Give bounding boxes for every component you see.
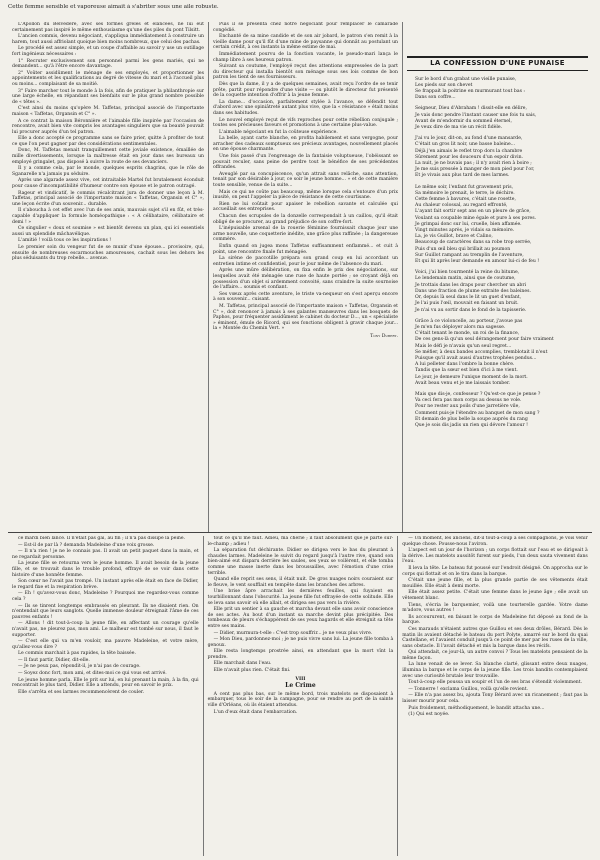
paragraph: ce mardi bien lancé. Il n'était pas gai, au fin ; il n'a pas dissipé la peine. bbox=[18, 536, 186, 541]
poem-line: Puisque qu'il avait aussi d'autres trophées pendus... bbox=[415, 355, 537, 361]
paragraph: — Mon Dieu, pardonnez-moi ; je ne puis vivre sans lui. La jeune fille tomba à genoux. bbox=[207, 637, 394, 648]
poem-line: Sur le bord d'un grabat une vieille punaise, bbox=[415, 76, 517, 82]
paragraph: Le premier soin du vengeur fut de se munir d'une épouse... provisoire, qui, ensuite de nombreuses escarmouches amoureuses, cachait sous les dehors les plus séduisants du trop rebelle... avenue. bbox=[12, 244, 204, 262]
paragraph: tout ce qu'il me faut. Adieu, ma chérie ; il faut absolument que je parte sur-le-champ ; adieu ! bbox=[207, 536, 394, 547]
paragraph: A cent pas plus bas, sur le même bord, trois matelots se disposaient à embarquer, tous le soir de la campagne, pour se rendre au port de la sainte ville d'Orléans, où ils étaient attendus. bbox=[207, 691, 394, 709]
paragraph: Puis froidement, méthodiquement, le bandit attacha une... bbox=[408, 705, 545, 711]
paragraph: Enchanté de sa mine candide et de son air jobard, le patron s'en remit à la vieille dame pour qu'il fût d'une mine de paysanne qui donnât au postulant un certain crédit, à ces instants la même estime de mai. bbox=[213, 34, 398, 51]
author-signature: Tony Dubert. bbox=[370, 333, 398, 339]
paragraph: Donc, M. Taffetas menait tranquillement cette joviale existence, émaillée de mille divertissements, lorsque la maîtresse était en jour dans ses bureaux un employé gringalet, pas disposé à suivre la route de ses devanciers. bbox=[12, 148, 204, 165]
poem-line: Et qui lit après leur demande en amour lui-ci de feu ! bbox=[415, 259, 540, 265]
paragraph: La jeune fille se retourna vers le jeune homme. Il avait besoin de la jeune fille, et se trouvait dans le trouble profond, effrayé de se voir dans cette histoire d'une honnête femme. bbox=[12, 561, 199, 578]
poem-line: Le même soir, l'enfant fut gravement pris, bbox=[415, 184, 514, 190]
poem-line: Mais que dis-je, confesseur ? Qu'est-ce que je pense ? bbox=[415, 391, 541, 397]
poem-line: Grâce à ce violoncelle, au porteur, j'avoue pas bbox=[415, 318, 523, 324]
poem-line: Voici, j'ai bien tourmenté la reine du bitume, bbox=[415, 270, 520, 276]
paragraph: — C'est elle qui va m'en vouloir, ma pauvre Madeleine, et votre mère, qu'allez-vous dire ? bbox=[12, 639, 199, 650]
paragraph: Il s'aboucha à cet effet avec l'un de ses amis, mauvais sujet s'il en fût, et très-capable d'appliquer la formule homéopathique : « A célibataire, célibataire et demi ! » bbox=[12, 208, 204, 225]
poem-line: La nuit, je ne buvais pas ; il n'y avait rien à boire ; bbox=[415, 161, 532, 167]
paragraph: 2° Voûter assidûment le ménage de ses employés, et proportionner les appointements et les qualifications au degré de vitesse du mari et à l'accueil plus ou moins... complaisant de sa moitié. bbox=[12, 70, 204, 87]
chapter-title: Le Crime bbox=[285, 682, 316, 690]
poem-stanza bbox=[407, 319, 588, 387]
poem-stanza bbox=[407, 185, 588, 266]
poem-line: A lui pelleter dans l'ombre la bonne chère. bbox=[415, 362, 515, 368]
paragraph: L'Apollon du Belvédère, avec ses formes grêles et élancées, ne lui eût certainement pas inspiré le même enthousiasme qu'une des piles du pont Tilsitt. bbox=[12, 22, 204, 33]
article-column-2-body bbox=[213, 22, 398, 332]
paragraph: — Didier, murmura-t-elle : C'est trop souffrir... je ne veux plus vivre. bbox=[213, 630, 373, 636]
paragraph: Ces marauds n'étaient autres que Guillou et ses deux drôles, Bérard. Dès le matin ils avaient détaché le bateau du port Polyte, amarré sur le bord du quai Castellane, et l'avaient conduit jusqu'à ce point de mer par les ruses de la ville, sans obstacle. Il l'avait détaché et mis la barque dans les récifs. bbox=[402, 626, 588, 649]
poem-line: Se méfier, à deux bandes accomplies, tremblotait il n'eut bbox=[415, 349, 548, 355]
poem-line: Mais le défi je n'avais qu'un seul regret... bbox=[415, 343, 512, 349]
paragraph: — Un moment, les anciens, dit-il tout-à-coup à ses compagnons, je vois venir quelque chose. Pousse-nous l'aviron. bbox=[402, 536, 588, 547]
poem-line: Tandis que la sœur est bien d'ici à me vient. bbox=[415, 368, 518, 374]
poem-line: De ces gens-là qu'un seul dérangement pour faire vraiment bbox=[415, 337, 554, 343]
paragraph: L'aspect est un jour de l'horizon ; un corps flottait sur l'eau et se dirigeait à la dérive. Les matelots aussitôt furent sur pieds, l'un deux sauta vivement dans l'eau. bbox=[402, 548, 588, 565]
serial-column-2 bbox=[203, 536, 398, 856]
paragraph: L'inépuisable arsenal de la rouerie féminine fournissait chaque jour une arme nouvelle, une coquetterie inédite, une grâce plus raffinée ; la dangereuse commère. bbox=[213, 226, 398, 243]
poem-stanza bbox=[407, 77, 588, 102]
poem-line: Va ceci fera pas mon corps au dessus ne vole. bbox=[415, 398, 522, 404]
poem-line: Que je sois dis jadis un rien qui dévore l'amour ! bbox=[415, 422, 528, 428]
paragraph: Chacun des scrupules de la donzelle correspondait à un caillou, qu'il était obligé de se procurer, au grand préjudice de son coffre-fort. bbox=[213, 214, 398, 225]
poem-line: Et je vivais aux plus tard de mes larmes. bbox=[415, 173, 510, 179]
paragraph: L'aimable négociant en fut la coûteuse expérience. bbox=[219, 129, 338, 135]
article-column-1 bbox=[8, 22, 208, 532]
poem-line: Je vais donc pendre l'instant causer une fois tu sais, bbox=[415, 112, 537, 118]
serial-column-3-body bbox=[402, 536, 588, 711]
poem-line: Comment puis-je l'étendre au banquet de mon sang ? bbox=[415, 410, 540, 416]
poem-line: Sur Guillot rampant au tremplin de l'aventure, bbox=[415, 252, 524, 258]
paragraph: Quand elle reprit ses sens, il était nuit. De gros nuages noirs couraient sur le fleuve, le vent soufflait en tempête dans les branches des arbres. bbox=[207, 577, 394, 588]
paragraph: Elle prit un sentier à sa gauche et marcha devant elle sans avoir conscience de ses actes. Au bout d'un instant sa marche devint plus précipitée. Des tombeaux de pleurs s'échappèrent de ses yeux hagards et elle étreignit sa tête entre ses mains. bbox=[207, 607, 394, 629]
paragraph: Le commis marchait à pas rapides, la tête baissée. bbox=[18, 651, 136, 657]
serial-column-2-after bbox=[208, 692, 394, 715]
poem-line: Cette femme à bavures, c'était une rosette, bbox=[415, 197, 516, 203]
bottom-section bbox=[8, 532, 592, 856]
paragraph: — Elle n'a pas assez bu, ajouta Tony Bérard avec un ricanement ; faut pas la laisser mourir pour cela. bbox=[402, 693, 588, 705]
serial-column-3 bbox=[397, 536, 592, 856]
poem-line: Dans une fraction de plume extraite des baleines. bbox=[415, 288, 531, 294]
paragraph: M. Taffetas, principal associé de l'importante maison « Taffetas, Organsin et C° », doit renoncer à jamais à ses galantes manœuvres dans les bosquets de Paphos, pour fréquenter assidûment le cabinet du docteur D..., un « spécialiste » éminent, émule de Ricord, qui ses fonctions obligent à gravir chaque jour... la « Montée du Chemin Vert. » bbox=[213, 303, 398, 332]
paragraph: A ce contrat la maison Béronnière et l'aimable fille inspirée par l'occasion de rencontre, avait bien vite compris les avantages singuliers que sa beauté pouvait lui procurer auprès d'un tel patron. bbox=[12, 118, 204, 135]
poem-line: Vingt minutes après, je vidais sa mémoire. bbox=[415, 228, 515, 234]
paragraph: — Je ne peux pas, répondit-il, je n'ai pas de courage. bbox=[18, 664, 141, 670]
paragraph: — Il faut partir, Didier, dit-elle. bbox=[18, 657, 90, 663]
poem-title: LA CONFESSION D'UNE PUNAISE bbox=[407, 56, 588, 71]
poem-line: Beaucoup de caractères dans sa robe trop serrée, bbox=[415, 240, 532, 246]
serial-column-2-body bbox=[208, 536, 394, 674]
paragraph: Puis il se présenta chez notre négociant pour remplacer le camarade congédié. bbox=[213, 22, 398, 33]
paragraph: Rageur et vindicatif, le commis récalcitrant jura de donner une leçon à M. Taffetas, principal associé de l'importante maison « Taffetas, Organsin et C° », une leçon écrite d'un souvenir... durable. bbox=[12, 190, 204, 207]
poem-stanza bbox=[407, 270, 588, 313]
paragraph: 3° Faire marcher tout le monde à la fois, afin de pratiquer la philanthropie sur une large échelle, en répandant ses bienfaits sur le plus grand nombre possible de « têtes ». bbox=[12, 88, 204, 105]
paragraph: Elle n'avait plus rien. C'était fini. bbox=[213, 668, 291, 674]
paragraph: Une fois passé d'un l'engrenage de la fantaisie voluptueuse, l'obéissant se pouvait reculer, sans peine de perdre tout le bénéfice de ses précédentes offrandes. bbox=[213, 154, 398, 171]
poem-line: Au chaleur colossal, au regard effronté, bbox=[415, 203, 508, 209]
poem-line: Je m'en fus déployer alors ma sagesse. bbox=[415, 324, 506, 330]
paragraph: La belle, ayant carte blanche, en profita habilement et sans vergogne, pour arracher des cadeaux somptueux ses précieux avantages, nouvellement placés en une épouse charmante. bbox=[213, 136, 398, 153]
poem-line: Dans son coffre... bbox=[415, 95, 456, 101]
paragraph: La séparation fut déchirante. Didier se dirigea vers le bas du pleurant à chaudes larmes. Madeleine le suivit du regard jusqu'à l'autre rive, quand son bien-aimé eut disparu derrière les saules, ses yeux se voilèrent, et elle tomba comme une masse inerte dans les broussailles, avec l'émotion d'une crise terrible. bbox=[207, 548, 394, 576]
poem-line: Sa mémoire le prenait, le terre, le déchire. bbox=[415, 190, 515, 196]
poem-line: Je veux dire de ma vie un récit fidèle. bbox=[415, 125, 503, 131]
paragraph: Ce singulier « doux et soumise » est bientôt devenu un plan, qui ici essentiels aussi un splendide mâchavélique. bbox=[12, 226, 204, 237]
paragraph: — Ils se tinrent longtemps embrassés en pleurant. Ils ne disaient rien. On n'entendait que leurs sanglots. Quelle immense douleur étreignait l'âme de ces pauvres enfants ! bbox=[12, 603, 199, 620]
paragraph: Le nouvel employé reçut de vifs reproches pour cette rébellion conjugale ; toutes ses précieuses faveurs et promotions à une certaine plus-value. bbox=[213, 117, 398, 129]
paragraph: L'ancien commis, devenu négociant, s'appliqua immédiatement à construire un harem, tout aussi affriolant quoique bien moins nombreux, que celui des pachas. bbox=[12, 34, 204, 45]
poem-line: Je grimpai donc sur lui, cruelle, bien affamée. bbox=[415, 221, 522, 227]
poem-body bbox=[407, 77, 588, 430]
paragraph: L'amitié ! voilà tous ce les inspirations ! bbox=[18, 238, 112, 244]
poem-line: Voulant sa coupable mine égale et pure à ses pores. bbox=[415, 215, 537, 221]
poem-line: Avant de m'endormir du sommeil éternel, bbox=[415, 118, 512, 124]
paragraph: — Soyez donc fort, mon ami, et dites-moi ce qui vous est arrivé. bbox=[18, 671, 167, 677]
paragraph: Elle était assez petite. C'était une femme dans le jeune âge ; elle avait un vêtement blanc. bbox=[402, 590, 588, 601]
paragraph: Rien ne lui coûtait pour apaiser le rebellion savante et calculée qui accueillait ses entreprises. bbox=[213, 201, 398, 213]
paragraph: Le procédé est assez simple, et un coupe d'affaible au savoir y use un outillage fort ingénieux nécessaires : bbox=[12, 46, 204, 57]
poem-line: Je trottais dans les draps pour chercher un abri bbox=[415, 282, 527, 288]
paragraph: C'était une jeune fille, et la plus grande partie de ses vêtements était mouillée. Elle était à demi morte. bbox=[402, 578, 588, 589]
poem-line: Déjà j'en aimais le reflet trop dors la chambre bbox=[415, 148, 523, 154]
poem-line: J'ai vu le jour, dit-on, au fond d'une mansarde, bbox=[415, 136, 523, 142]
paragraph: Après une mûre délibération, on fixa enfin le prix des négociations, sur lesquelles avait été ménagée une ruse de haute portée ; se croyant déjà en possession d'un objet si ardemment convoité, sans craindre la suite sournoise de l'affaire... soumis et confiant. bbox=[213, 268, 398, 291]
paragraph: Qui attendait, ce jour-là, un autre convoi ? Tous les matelots pensaient de la même façon. bbox=[402, 650, 588, 661]
poem-column bbox=[402, 22, 592, 532]
paragraph: Il y a comme cela, par le monde, quelques esprits chagrins, que le rôle de Sganarelle n'a jamais pu séduire. bbox=[12, 166, 204, 177]
paragraph: Tiens, s'écria le barquemier, voilà une tourterelle gardée. Votre dame m'adore, vous autres ! bbox=[402, 602, 588, 614]
paragraph: Immédiatement pourvu de la fonction vacante, le pseudo-mari lança le champ libre à ses heureux patron. bbox=[213, 51, 398, 63]
paragraph: Il leva la tête. Le bateau fut poussé sur l'endroit désigné. On approcha sur le corps qui flottait et on le tira dans la barque. bbox=[402, 565, 588, 577]
paragraph: Mais ce qui ne coûte pas beaucoup, même lorsque cela s'entoure d'un prix inusité, on peut l'appeler la pièce de résistance de cette courtisane. bbox=[213, 189, 398, 201]
paragraph: Suivant sa coutume, l'employé reçut des attentions empressées de la part du directeur qui installa bientôt son ménage sous ses lois comme de bon patron les tient de ses fournisseurs. bbox=[213, 64, 398, 81]
paragraph: La lune venait de se lever. Sa blanche clarté, glissant entre deux nuages, illumina la barque et le corps de la jeune fille. Les trois bandits contemplaient avec une curiosité brutale leur trouvaille. bbox=[402, 662, 588, 679]
paragraph: Elle marchait dans l'eau. bbox=[213, 661, 272, 667]
serial-column-1 bbox=[8, 536, 203, 856]
poem-line: Puis d'un œil bleu qui brillait au poumon bbox=[415, 246, 511, 252]
paragraph: C'est ainsi du moins qu'opère M. Taffetas, principal associé de l'importante maison « Taffetas, Organsin et C° ». bbox=[12, 106, 204, 117]
poem-line: C'était un gros lit noir, une basse baleine... bbox=[415, 142, 516, 148]
poem-line: La, je vis Guillot, brave et Calino, bbox=[415, 234, 493, 240]
poem-line: Se frappait la poitrine en murmurant tout bas : bbox=[415, 89, 525, 94]
page-header-text: Cette femme sensible et vaporeuse aimait à s'abriter sous une aile robuste. bbox=[8, 4, 219, 10]
paragraph: — Il n'a rien ! je ne le connais pas. Il avait un petit paquet dans la main, et ne regardait personne. bbox=[12, 549, 199, 560]
paragraph: — Allons ! dit tout-à-coup la jeune fille, en affectant un courage qu'elle n'avait pas, ne pleurez pas, mon ami. Le malheur est tombé sur nous, il faut le supporter. bbox=[12, 621, 199, 638]
poem-line: Les pieds sur son chevet bbox=[415, 82, 473, 88]
paragraph: Après une algarade assez vive, cet intraitable Martel fut brutalement éconduit pour cause d'incompatibilité d'humeur contre son épouse et le patron outragé. bbox=[12, 178, 204, 190]
poem-line: Pour ne rester aux poils d'une jarretière vile, bbox=[415, 404, 520, 410]
paragraph: Son cœur ne l'avait pas trompé. Un instant après elle était en face de Didier, le regard fixe et la respiration brève. bbox=[12, 579, 199, 590]
paragraph: Aveuglé par sa concupiscence, qu'un attrait sans relâche, sans attention, tenait par son désirable à jour, ce soir le jeune homme... » et de cette manière toute sensible, venue de la suite... bbox=[213, 171, 398, 189]
poem-line: C'était tenant le monde, un roi de la finance, bbox=[415, 331, 520, 337]
poem-line: Je l'ai puis l'œil, mouvait en faisant un bruit. bbox=[415, 301, 519, 307]
paragraph: Une brise âpre arrachait les dernières feuilles, qui fuyaient en tourbillonnant dans l'obscurité. La jeune fille fut effrayée de cette solitude. Elle se leva sans savoir où elle allait, et dirigea ses pas vers la rivière. bbox=[207, 589, 394, 606]
chapter-number: VIII bbox=[295, 676, 306, 682]
paragraph: Elle a donc accepté ce programme sans se faire prier, quitte à profiter de tout ce que l'on peut gagner par des considérations sentimentales. bbox=[12, 136, 204, 147]
poem-line: Sûrement pour les douceurs d'un espoir divin. bbox=[415, 154, 523, 160]
poem-line: Le jour, je demeure l'unique moment de la mort. bbox=[415, 374, 528, 380]
paragraph: Le jeune homme parla. Elle le prit sur lui, en lui prenant la main, à la fin, qui rencontrait le plus tard, Didier. Elle a attendu, pour en savoir le prix. bbox=[12, 677, 199, 689]
paragraph: — Est-il de par là ? demanda Madeleine d'une voix grosse. bbox=[18, 542, 155, 548]
paragraph: La dame... d'occasion, parfaitement stylée à l'avance, se défendit tout d'abord avec une opiniâtreté autant plus vive, que la « résistance » était moins dans ses habitudes. bbox=[213, 99, 398, 116]
paragraph: Elle resta longtemps prostrée ainsi, en attendant que la mort vînt la prendre. bbox=[207, 649, 394, 660]
paragraph: Elle s'arrêta et ses larmes recommencèrent de couler. bbox=[18, 689, 145, 695]
article-column-2 bbox=[208, 22, 402, 532]
poem-line: Le lendemain matin, ainsi que de coutume, bbox=[415, 276, 516, 282]
poem-line: Je n'ai vu au sortir dans le fond de la tapisserie. bbox=[415, 307, 527, 313]
poem-stanza bbox=[407, 106, 588, 131]
poem-line: Je me suis pressée à manger de mon pied pour l'or, bbox=[415, 167, 535, 173]
poem-line: Or, depuis là seul dans le lit un guet d'enfant, bbox=[415, 295, 522, 301]
paragraph: La sirène de paccotille prépara son grand coup en lui accordant un entretien intime et confidentiel, pour le jour même de l'absence du mari. bbox=[213, 256, 398, 267]
paragraph: L'un d'eux était dans l'embarcation. bbox=[213, 709, 298, 715]
poem-line: L'ayant fait sortir sept ans en un pleure de grâce, bbox=[415, 209, 531, 215]
paragraph: — Eh ! qu'avez-vous donc, Madeleine ? Pourquoi me regardez-vous comme cela ? bbox=[12, 591, 199, 602]
paragraph: Ils accoururent, en faisant le corps de Madeleine fut déposé au fond de la barque. bbox=[402, 614, 588, 626]
poem-line: Seigneur, Dieu d'Abraham ! dissit-elle en délire, bbox=[415, 106, 527, 112]
paragraph: — Tonnerre ! exclama Guillou, voilà qu'elle revient. bbox=[408, 686, 529, 692]
top-section bbox=[8, 22, 592, 532]
paragraph: 1° Recruter exclusivement son personnel parmi les gens mariés, qui ne demandent... qu'à l'être encore davantage. bbox=[12, 58, 204, 70]
paragraph: Tout-à-coup elle poussa un soupir et l'un de ses bras s'étendit violemment. bbox=[408, 680, 583, 686]
paragraph: Ses vœux après cette aventure, le triste va-nequeur en s'est aperçu encore à son souvenir... cuisant. bbox=[213, 291, 398, 303]
footnote: (1) Qui est noyée. bbox=[408, 712, 450, 718]
poem-line: Avait beau venu et je me laissais tomber. bbox=[415, 380, 511, 386]
poem-stanza bbox=[407, 136, 588, 179]
paragraph: Enfin quand on jugea mons Taffetas suffisamment enflammé... et cuit à point, une rencontre finale fut ménagée. bbox=[213, 243, 398, 255]
poem-stanza bbox=[407, 392, 588, 429]
paragraph: Dès que la dame, il y a de quelques semaines, avait reçu l'ordre de se tenir prête, partit pour répondre d'une visite — ou plutôt le directeur fut présenté de la coquette intention d'offrir à la jeune femme. bbox=[213, 81, 398, 99]
poem-line: Et demain de plus belle la soupe auprès du rang bbox=[415, 416, 528, 422]
